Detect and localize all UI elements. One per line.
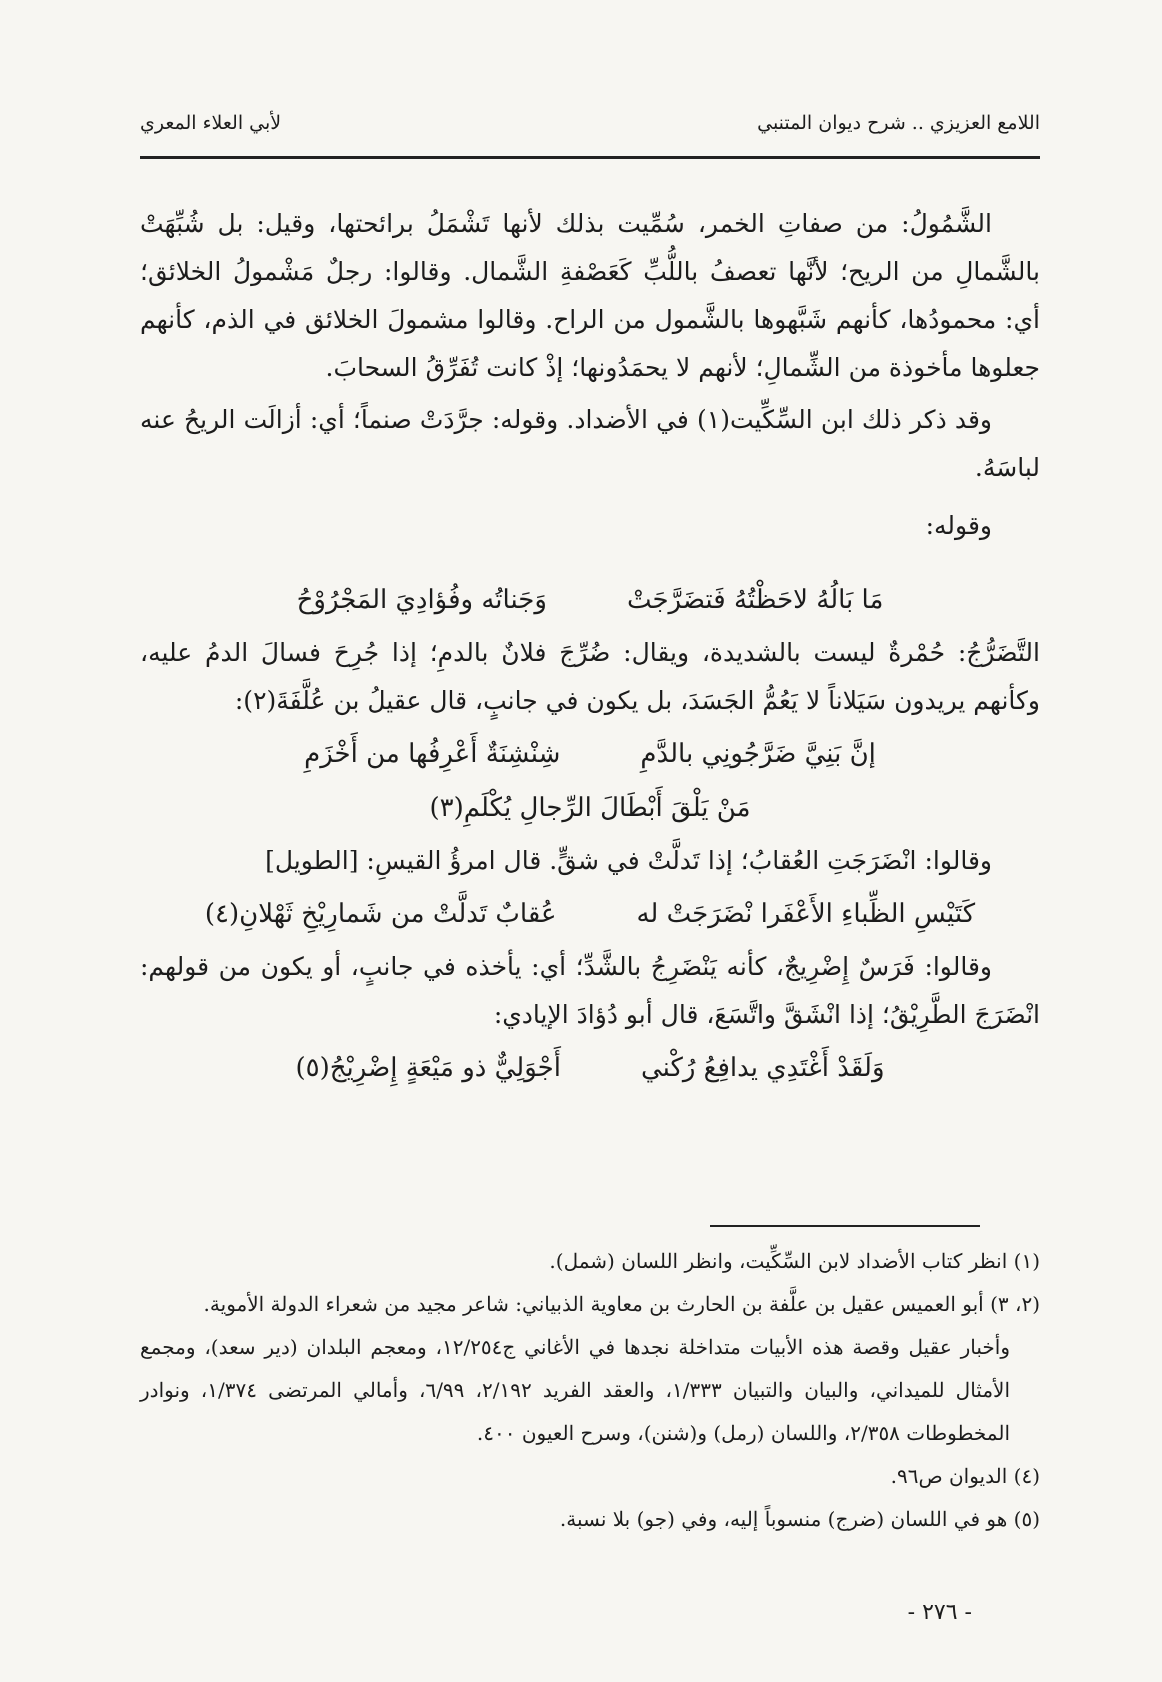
running-header <box>140 112 1040 142</box>
verse-hemistich-second: أَجْوَلِيٌّ ذو مَيْعَةٍ إِضْرِيْجُ(٥) <box>295 1053 561 1083</box>
footnotes <box>140 1240 1040 1541</box>
paragraph-tadarruj: التَّضَرُّجُ: حُمْرةٌ ليست بالشديدة، ويقال: ضُرِّجَ فلانٌ بالدمِ؛ إذا جُرِحَ فسالَ الدمُ عليه، وكأنهم يريدون سَيَلاناً لا يَعُمُّ الجَسَدَ، بل يكون في جانبٍ، قال عقيلُ بن عُلَّفَةَ(٢): <box>140 638 1040 715</box>
verse-hemistich-second: وَجَناتُه وفُؤادِيَ المَجْرُوْحُ <box>296 585 547 615</box>
page-number: - ٢٧٦ - <box>907 1600 972 1625</box>
paragraph-indarajat: وقالوا: انْضَرَجَتِ العُقابُ؛ إذا تَدلَّتْ في شقٍّ. قال امرؤُ القيسِ: [الطويل] <box>265 846 992 875</box>
verse-hemistich-first: إنَّ بَنِيَّ ضَرَّجُونِي بالدَّمِ <box>640 739 876 769</box>
verse-hemistich-second: شِنْشِنَةٌ أَعْرِفُها من أَخْزَمِ <box>304 739 561 769</box>
verse-hemistich-first: وَلَقَدْ أَغْتَدِي يدافِعُ رُكْني <box>640 1053 885 1083</box>
paragraph-shamul: الشَّمُولُ: من صفاتِ الخمر، سُمِّيت بذلك لأنها تَشْمَلُ برائحتها، وقيل: بل شُبِّهَتْ بالشَّمالِ من الريح؛ لأنَّها تعصفُ باللُّبِّ كَعَصْفةِ الشَّمال. وقالوا: رجلٌ مَشْمولُ الخلائق؛ أي: محمودُها، كأنهم شَبَّهوها بالشَّمول من الراح. وقالوا مشمولَ الخلائق في الذم، كأنهم جعلوها مأخوذة من الشِّمالِ؛ لأنهم لا يحمَدُونها؛ إذْ كانت تُفَرِّقُ السحابَ. <box>140 209 1040 382</box>
author-name: لأبي العلاء المعري <box>140 112 282 134</box>
verse-line-5 <box>140 1043 1040 1093</box>
footnote-2-3-continued: وأخبار عقيل وقصة هذه الأبيات متداخلة نجدها في الأغاني ج١٢/٢٥٤، ومعجم البلدان (دير سعد)، ومجمع الأمثال للميداني، والبيان والتبيان ١/٣٣٣، والعقد الفريد ٢/١٩٢، ٦/٩٩، وأمالي المرتضى ١/٣٧٤، ونوادر المخطوطات ٢/٣٥٨، واللسان (رمل) و(شنن)، وسرح العيون ٤٠٠. <box>140 1335 1011 1445</box>
verse-hemistich-second: عُقابٌ تَدلَّتْ من شَمارِيْخِ ثَهْلانِ(٤) <box>204 899 557 929</box>
verse-line-1 <box>140 575 1040 625</box>
footnote-divider <box>710 1225 980 1227</box>
verse-line-3 <box>140 783 1040 833</box>
paragraph-ibn-sikkit: وقد ذكر ذلك ابن السِّكِّيت(١) في الأضداد. وقوله: جرَّدَتْ صنماً؛ أي: أزالَت الريحُ عنه لباسَهُ. <box>140 405 1040 482</box>
book-title: اللامع العزيزي .. شرح ديوان المتنبي <box>757 112 1040 134</box>
verse-hemistich-first: مَا بَالُهُ لاحَظْتُهُ فَتضَرَّجَتْ <box>626 585 884 615</box>
main-text <box>140 200 1040 1097</box>
footnote-1: (١) انظر كتاب الأضداد لابن السِّكِّيت، وانظر اللسان (شمل). <box>549 1249 1040 1273</box>
footnote-5: (٥) هو في اللسان (ضرج) منسوباً إليه، وفي (جو) بلا نسبة. <box>559 1507 1040 1531</box>
verse-hemistich-first: كَتَيْسِ الظِّباءِ الأَعْفَرا نْضَرَجَتْ له <box>636 899 976 929</box>
verse-line-2 <box>140 729 1040 779</box>
header-divider <box>140 156 1040 159</box>
verse-intro: وقوله: <box>925 511 992 540</box>
verse-hemistich: مَنْ يَلْقَ أَبْطَالَ الرِّجالِ يُكْلَمِ(٣) <box>429 793 751 823</box>
footnote-4: (٤) الديوان ص٩٦. <box>890 1464 1040 1488</box>
footnote-2-3: (٢، ٣) أبو العميس عقيل بن علَّفة بن الحارث بن معاوية الذبياني: شاعر مجيد من شعراء الدولة الأموية. <box>203 1292 1040 1316</box>
verse-line-4 <box>140 889 1040 939</box>
paragraph-idrij: وقالوا: فَرَسٌ إِضْرِيجٌ، كأنه يَنْضَرِجُ بالشَّدِّ؛ أي: يأخذه في جانبٍ، أو يكون من قولهم: انْضَرَجَ الطَّرِيْقُ؛ إذا انْشَقَّ واتَّسَعَ، قال أبو دُؤادَ الإيادي: <box>140 952 1040 1029</box>
